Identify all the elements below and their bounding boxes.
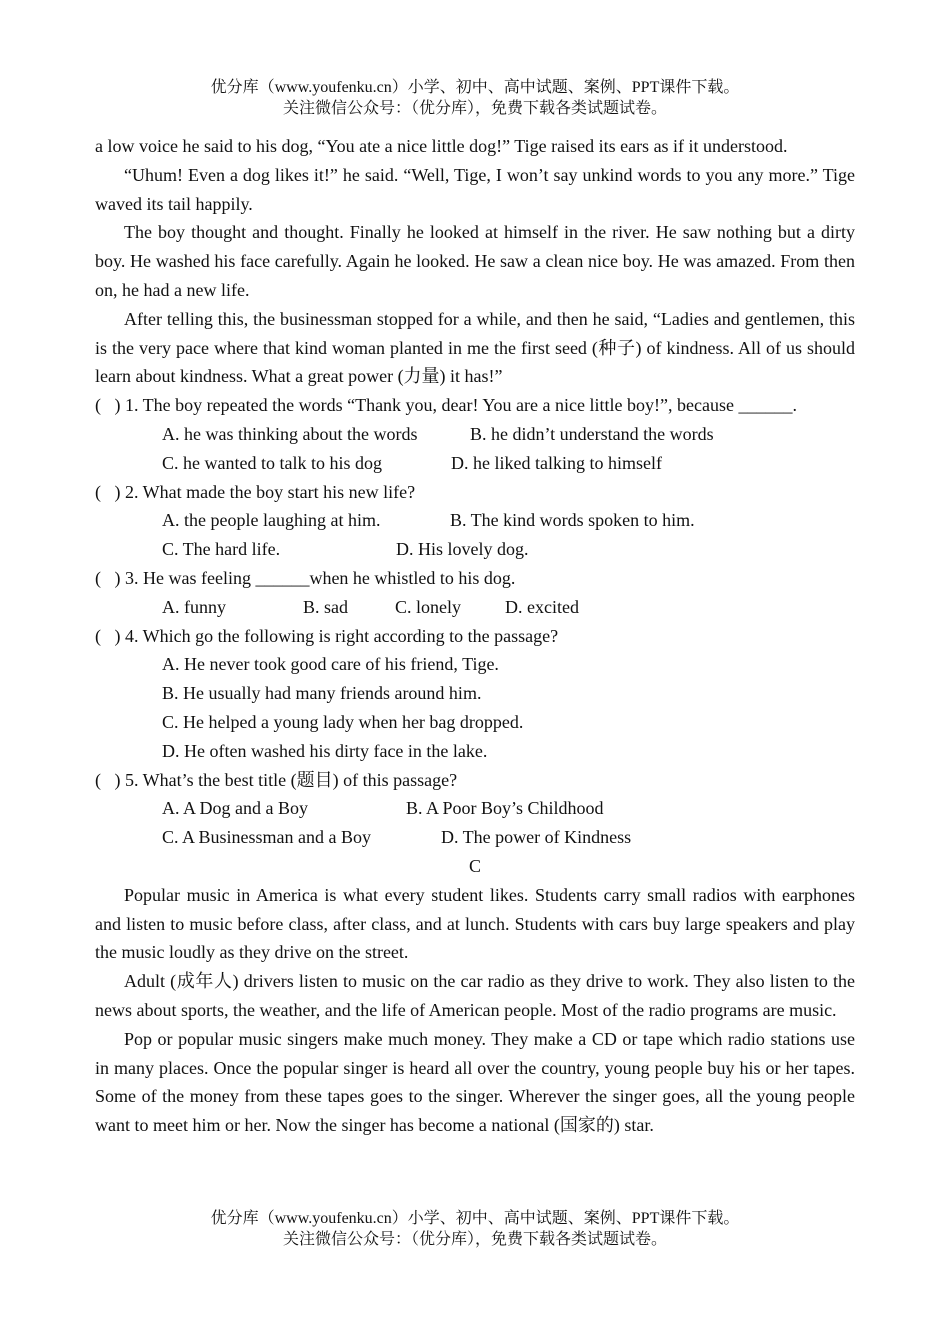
question-3-option-b: B. sad: [303, 596, 348, 617]
header-line-1: 优分库（www.youfenku.cn）小学、初中、高中试题、案例、PPT课件下载。: [210, 79, 740, 96]
question-4-option-c: C. He helped a young lady when her bag dropped.: [162, 711, 524, 732]
question-1-option-d: D. he liked talking to himself: [451, 452, 662, 473]
question-2-option-b: B. The kind words spoken to him.: [450, 510, 695, 531]
footer-line-1: 优分库（www.youfenku.cn）小学、初中、高中试题、案例、PPT课件下载。: [210, 1210, 740, 1227]
question-2: [95, 478, 855, 564]
question-1-option-a: A. he was thinking about the words: [162, 423, 418, 444]
question-5-options-row-2: [95, 823, 855, 852]
passage-b-paragraph-2: “Uhum! Even a dog likes it!” he said. “Well, Tige, I won’t say unkind words to you any more.” Tige waved its tail happily.: [95, 164, 855, 214]
question-2-option-a: A. the people laughing at him.: [162, 510, 381, 531]
question-1-option-c: C. he wanted to talk to his dog: [162, 452, 382, 473]
page-header: [0, 77, 950, 119]
question-5-options-row-1: [95, 794, 855, 823]
page-content: [95, 132, 855, 1140]
question-5-option-b: B. A Poor Boy’s Childhood: [406, 798, 604, 819]
question-3: [95, 564, 855, 622]
question-4-option-b: B. He usually had many friends around him.: [162, 683, 482, 704]
question-4-option-d: D. He often washed his dirty face in the lake.: [162, 740, 488, 761]
question-4: [95, 622, 855, 766]
question-3-stem: ( ) 3. He was feeling ______when he whistled to his dog.: [95, 567, 516, 588]
passage-b-paragraph-3: The boy thought and thought. Finally he looked at himself in the river. He saw nothing but a dirty boy. He washed his face carefully. Again he looked. He saw a clean nice boy. He was amazed. From then on, he had a new life.: [95, 222, 855, 300]
page-footer: [0, 1208, 950, 1250]
passage-c-paragraph-1: Popular music in America is what every student likes. Students carry small radios with earphones and listen to music before class, after class, and at lunch. Students with cars buy large speakers and play the music loudly as they drive on the street.: [95, 884, 855, 963]
question-3-option-d: D. excited: [505, 596, 579, 617]
question-5-stem: ( ) 5. What’s the best title (题目) of this passage?: [95, 769, 458, 790]
passage-c-paragraph-3: Pop or popular music singers make much money. They make a CD or tape which radio stations use in many places. Once the popular singer is heard all over the country, young people buy his or her tapes. Some of the money from these tapes goes to the singer. Wherever the singer goes, all the young people want to meet him or her. Now the singer has become a national (国家的) star.: [95, 1028, 855, 1136]
question-1-stem: ( ) 1. The boy repeated the words “Thank you, dear! You are a nice little boy!”, because ______.: [95, 395, 797, 416]
passage-c-paragraph-2: Adult (成年人) drivers listen to music on the car radio as they drive to work. They also listen to the news about sports, the weather, and the life of American people. Most of the radio programs are music.: [95, 971, 855, 1020]
question-3-option-c: C. lonely: [395, 596, 461, 617]
question-1-option-b: B. he didn’t understand the words: [470, 423, 714, 444]
question-2-stem: ( ) 2. What made the boy start his new life?: [95, 481, 416, 502]
question-4-stem: ( ) 4. Which go the following is right according to the passage?: [95, 625, 559, 646]
passage-b-paragraph-4: After telling this, the businessman stopped for a while, and then he said, “Ladies and gentlemen, this is the very pace where that kind woman planted in me the first seed (种子) of kindness. All of us should learn about kindness. What a great power (力量) it has!”: [95, 308, 855, 387]
question-1-options-row-1: [95, 420, 855, 449]
question-1-options-row-2: [95, 449, 855, 478]
question-2-option-d: D. His lovely dog.: [396, 539, 529, 560]
passage-c-label: C: [468, 855, 481, 876]
question-2-options-row-2: [95, 535, 855, 564]
question-1: [95, 391, 855, 477]
passage-b-paragraph-1: a low voice he said to his dog, “You ate a nice little dog!” Tige raised its ears as if it understood.: [95, 136, 788, 156]
question-5-option-d: D. The power of Kindness: [441, 827, 632, 848]
header-line-2: 关注微信公众号：（优分库），免费下载各类试题试卷。: [282, 100, 667, 117]
question-3-option-a: A. funny: [162, 596, 226, 617]
question-2-option-c: C. The hard life.: [162, 539, 281, 560]
question-2-options-row-1: [95, 506, 855, 535]
question-5-option-a: A. A Dog and a Boy: [162, 798, 308, 819]
question-5-option-c: C. A Businessman and a Boy: [162, 827, 372, 848]
question-3-options: [95, 593, 855, 622]
footer-line-2: 关注微信公众号：（优分库），免费下载各类试题试卷。: [282, 1231, 667, 1248]
question-4-option-a: A. He never took good care of his friend, Tige.: [162, 654, 499, 675]
question-5: [95, 766, 855, 852]
